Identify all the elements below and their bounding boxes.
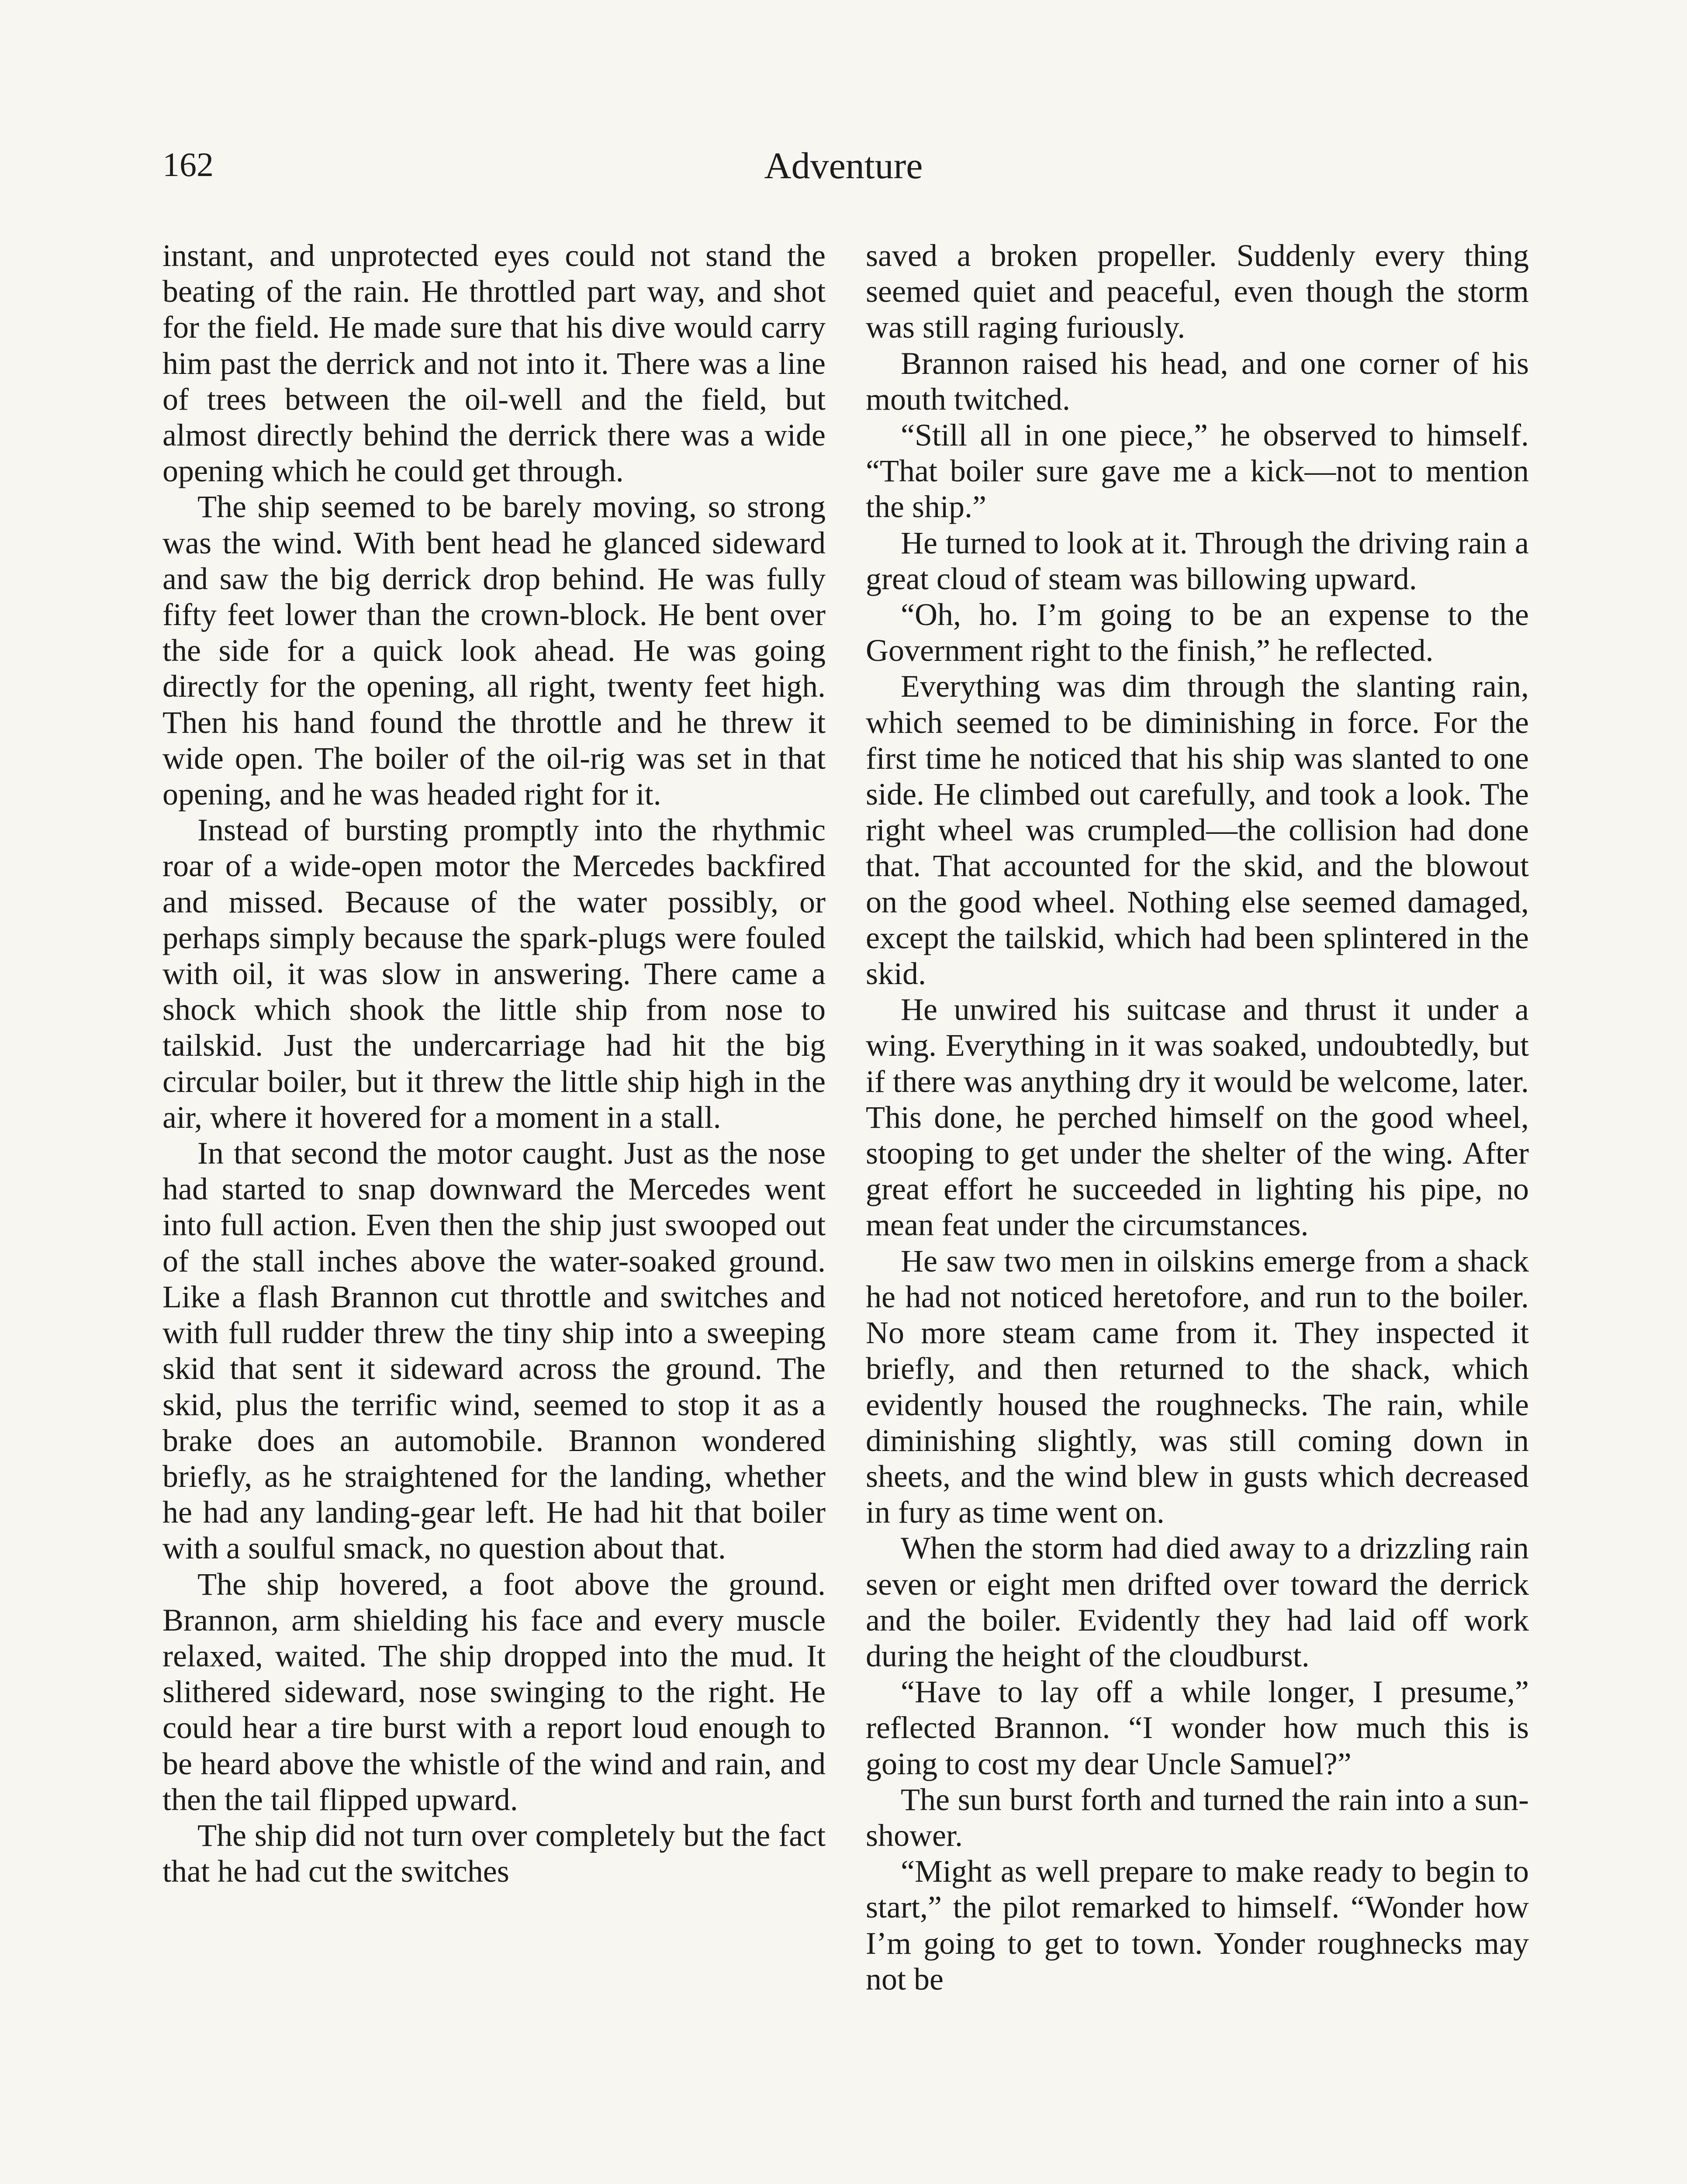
paragraph: He turned to look at it. Through the driving rain a great cloud of steam was billowing upward. <box>866 525 1529 596</box>
paragraph: saved a broken propeller. Suddenly every thing seemed quiet and peaceful, even though the storm was still raging furiously. <box>866 238 1529 345</box>
running-head-title: Adventure <box>764 145 923 187</box>
paragraph: He saw two men in oilskins emerge from a shack he had not noticed heretofore, and run to the boiler. No more steam came from it. They inspected it briefly, and then returned to the shack, which evidently housed the roughnecks. The rain, while diminishing slightly, was still coming down in sheets, and the wind blew in gusts which decreased in fury as time went on. <box>866 1243 1529 1530</box>
paragraph: The ship seemed to be barely moving, so strong was the wind. With bent head he glanced sideward and saw the big derrick drop behind. He was fully fifty feet lower than the crown-block. He bent over the side for a quick look ahead. He was going directly for the opening, all right, twenty feet high. Then his hand found the throttle and he threw it wide open. The boiler of the oil-rig was set in that opening, and he was headed right for it. <box>162 489 826 812</box>
paragraph: Everything was dim through the slanting rain, which seemed to be diminishing in force. For the first time he noticed that his ship was slanted to one side. He climbed out carefully, and took a look. The right wheel was crumpled—the collision had done that. That accounted for the skid, and the blowout on the good wheel. Nothing else seemed damaged, except the tailskid, which had been splintered in the skid. <box>866 669 1529 992</box>
paragraph: The sun burst forth and turned the rain into a sun-shower. <box>866 1782 1529 1853</box>
paragraph: “Oh, ho. I’m going to be an expense to the Government right to the finish,” he reflected. <box>866 597 1529 668</box>
right-column <box>866 238 1529 1997</box>
paragraph: In that second the motor caught. Just as the nose had started to snap downward the Mercedes went into full action. Even then the ship just swooped out of the stall inches above the water-soaked ground. Like a flash Brannon cut throttle and switches and with full rudder threw the tiny ship into a sweeping skid that sent it sideward across the ground. The skid, plus the terrific wind, seemed to stop it as a brake does an automobile. Brannon wondered briefly, as he straightened for the landing, whether he had any landing-gear left. He had hit that boiler with a soulful smack, no question about that. <box>162 1136 826 1566</box>
paragraph: “Still all in one piece,” he observed to himself. “That boiler sure gave me a kick—not to mention the ship.” <box>866 418 1529 525</box>
paragraph: The ship did not turn over completely but the fact that he had cut the switches <box>162 1818 826 1889</box>
page-number: 162 <box>162 145 214 183</box>
paragraph: instant, and unprotected eyes could not stand the beating of the rain. He throttled part way, and shot for the field. He made sure that his dive would carry him past the derrick and not into it. There was a line of trees between the oil-well and the field, but almost directly behind the derrick there was a wide opening which he could get through. <box>162 238 826 489</box>
paragraph: Instead of bursting promptly into the rhythmic roar of a wide-open motor the Mercedes backfired and missed. Because of the water possibly, or perhaps simply because the spark-plugs were fouled with oil, it was slow in answering. There came a shock which shook the little ship from nose to tailskid. Just the undercarriage had hit the big circular boiler, but it threw the little ship high in the air, where it hovered for a moment in a stall. <box>162 812 826 1135</box>
paragraph: “Have to lay off a while longer, I presume,” reflected Brannon. “I wonder how much this is going to cost my dear Uncle Samuel?” <box>866 1674 1529 1781</box>
paragraph: He unwired his suitcase and thrust it under a wing. Everything in it was soaked, undoubtedly, but if there was anything dry it would be welcome, later. This done, he perched himself on the good wheel, stooping to get under the shelter of the wing. After great effort he succeeded in lighting his pipe, no mean feat under the circumstances. <box>866 992 1529 1243</box>
left-column <box>162 238 826 1889</box>
paragraph: Brannon raised his head, and one corner of his mouth twitched. <box>866 346 1529 417</box>
paragraph: When the storm had died away to a drizzling rain seven or eight men drifted over toward the derrick and the boiler. Evidently they had laid off work during the height of the cloudburst. <box>866 1531 1529 1673</box>
paragraph: “Might as well prepare to make ready to begin to start,” the pilot remarked to himself. “Wonder how I’m going to get to town. Yonder roughnecks may not be <box>866 1854 1529 1997</box>
paragraph: The ship hovered, a foot above the ground. Brannon, arm shielding his face and every muscle relaxed, waited. The ship dropped into the mud. It slithered sideward, nose swinging to the right. He could hear a tire burst with a report loud enough to be heard above the whistle of the wind and rain, and then the tail flipped upward. <box>162 1566 826 1817</box>
